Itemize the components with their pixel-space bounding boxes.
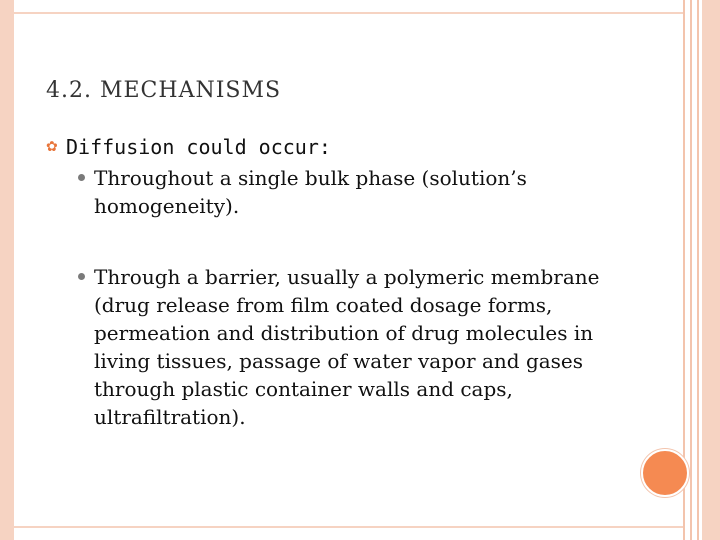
frame-bottom-border (14, 526, 683, 540)
frame-left-band (0, 0, 14, 540)
frame-right-band (702, 0, 720, 540)
slide-title: 4.2. MECHANISMS (46, 78, 282, 103)
dot-bullet-icon (74, 263, 94, 291)
sub-bullet-text: Throughout a single bulk phase (solution’s homogeneity). (94, 166, 527, 218)
frame-top-border (14, 0, 683, 14)
sub-bullet-text: Through a barrier, usually a polymeric membrane (drug release from film coated dosage forms, permeation and distribution of drug molecules in living tissues, passage of water vapor and gases through plastic container walls and caps, ultrafiltration). (94, 265, 600, 429)
bullet-level1 (46, 133, 646, 161)
bullet-text: Diffusion could occur: (66, 135, 331, 159)
frame-right-line (690, 0, 692, 540)
decorative-circle (641, 449, 689, 497)
flower-bullet-icon: ✿ (46, 139, 58, 155)
sub-bullet (74, 263, 614, 431)
frame-right-line (697, 0, 699, 540)
dot-bullet-icon (74, 164, 94, 192)
sub-bullet (74, 164, 614, 220)
